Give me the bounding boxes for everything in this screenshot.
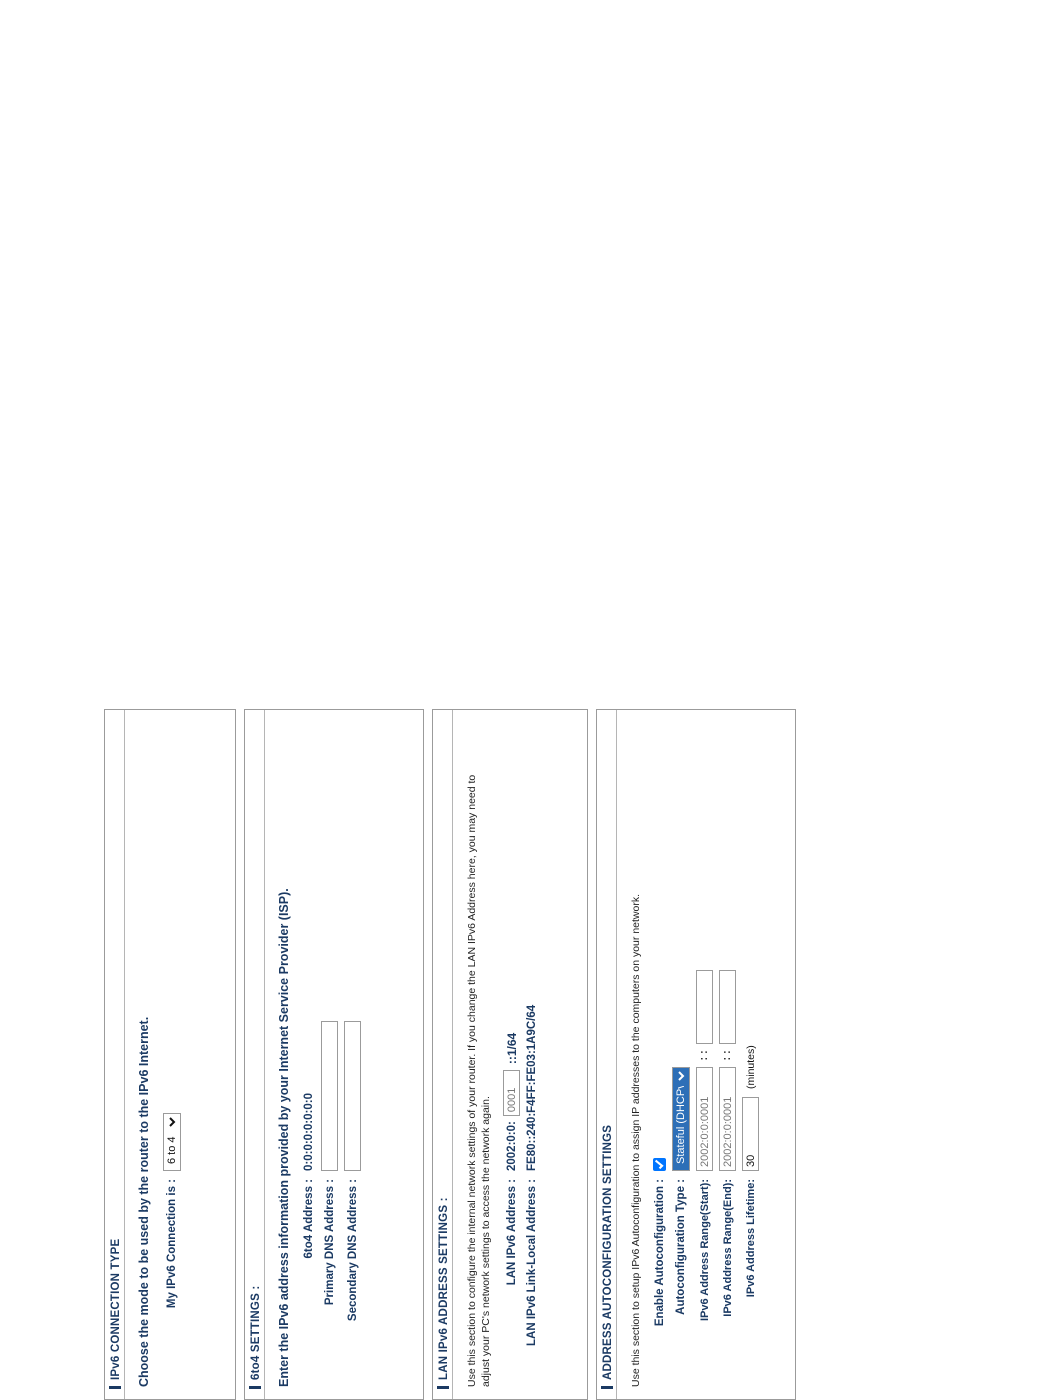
address-range-start-label: IPv6 Address Range(Start):	[698, 1179, 711, 1322]
header-stripe-icon	[249, 1386, 261, 1389]
row-primary-dns	[321, 720, 338, 1389]
6to4-address-value: 0:0:0:0:0:0:0:0	[303, 1093, 315, 1171]
address-lifetime-label: IPv6 Address Lifetime:	[744, 1179, 757, 1298]
lan-ipv6-address-label: LAN IPv6 Address :	[505, 1179, 518, 1286]
lan-ipv6-description: Use this section to configure the internal network settings of your router. If you change the LAN IPv6 Address here, you may need to adjust your PC's network settings to access the network again.	[466, 774, 493, 1387]
panel-body-lan-ipv6	[453, 710, 554, 1399]
panel-header-address-autoconfig	[597, 710, 617, 1399]
panel-title: 6to4 SETTINGS :	[250, 1285, 262, 1380]
autoconfiguration-type-select[interactable]	[672, 1067, 690, 1171]
lan-ipv6-address-suffix: ::1/64	[504, 1032, 519, 1065]
address-lifetime-input[interactable]	[742, 1097, 759, 1171]
address-range-end-prefix-input[interactable]	[719, 1067, 736, 1171]
row-lan-ipv6-link-local	[526, 720, 538, 1389]
row-connection-mode	[163, 720, 181, 1389]
row-address-lifetime	[742, 720, 759, 1389]
address-range-start-prefix-input[interactable]	[696, 1067, 713, 1171]
panel-lan-ipv6-address-settings	[432, 709, 588, 1400]
lan-ipv6-address-prefix: 2002:0:0:	[505, 1121, 518, 1171]
panel-ipv6-connection-type	[104, 709, 236, 1400]
secondary-dns-label: Secondary DNS Address :	[346, 1179, 359, 1322]
panel-header-6to4-settings	[245, 710, 265, 1399]
panel-title: IPv6 CONNECTION TYPE	[110, 1238, 122, 1380]
lan-ipv6-link-local-value: FE80::240:F4FF:FE03:1A9C/64	[526, 1004, 539, 1171]
row-address-range-end	[719, 720, 736, 1389]
address-autoconfig-description: Use this section to setup IPv6 Autoconfiguration to assign IP addresses to the computers on your network.	[630, 894, 642, 1387]
address-lifetime-unit: (minutes)	[744, 1045, 757, 1089]
panel-body-6to4-settings	[265, 710, 377, 1399]
panel-header-ipv6-connection-type	[105, 710, 125, 1399]
lan-ipv6-address-input[interactable]	[503, 1070, 520, 1116]
primary-dns-input[interactable]	[321, 1021, 338, 1171]
connection-mode-select[interactable]	[163, 1113, 181, 1171]
row-secondary-dns	[344, 720, 361, 1389]
autoconfiguration-type-label: Autoconfiguration Type :	[675, 1179, 688, 1315]
header-stripe-icon	[601, 1386, 613, 1389]
panel-title: ADDRESS AUTOCONFIGURATION SETTINGS	[602, 1124, 614, 1380]
enable-autoconfiguration-checkbox[interactable]	[653, 1158, 666, 1171]
row-autoconfiguration-type	[672, 720, 690, 1389]
6to4-lead-text: Enter the IPv6 address information provided by your Internet Service Provider (ISP).	[277, 888, 291, 1387]
row-6to4-address	[303, 720, 315, 1389]
lan-ipv6-link-local-label: LAN IPv6 Link-Local Address :	[526, 1179, 539, 1346]
6to4-address-label: 6to4 Address :	[303, 1179, 315, 1259]
connection-type-lead-text: Choose the mode to be used by the router to the IPv6 Internet.	[137, 1016, 151, 1387]
panel-body-address-autoconfig	[617, 710, 775, 1399]
connection-mode-label: My IPv6 Connection is :	[166, 1179, 178, 1309]
panel-6to4-settings	[244, 709, 424, 1400]
secondary-dns-input[interactable]	[344, 1021, 361, 1171]
row-address-range-start	[696, 720, 713, 1389]
address-range-end-input[interactable]	[719, 970, 736, 1044]
row-lan-ipv6-address	[503, 720, 520, 1389]
address-range-start-input[interactable]	[696, 970, 713, 1044]
header-stripe-icon	[437, 1386, 449, 1389]
panel-address-autoconfiguration-settings	[596, 709, 796, 1400]
primary-dns-label: Primary DNS Address :	[323, 1179, 336, 1306]
router-config-page	[104, 703, 904, 1400]
panel-title: LAN IPv6 ADDRESS SETTINGS :	[438, 1197, 450, 1380]
header-stripe-icon	[109, 1386, 121, 1389]
row-enable-autoconfiguration	[653, 720, 666, 1389]
panel-body-ipv6-connection-type	[125, 710, 197, 1399]
address-range-start-separator: ::	[698, 1048, 711, 1062]
address-range-end-separator: ::	[721, 1048, 734, 1062]
address-range-end-label: IPv6 Address Range(End):	[721, 1179, 734, 1317]
panel-header-lan-ipv6	[433, 710, 453, 1399]
enable-autoconfiguration-label: Enable Autoconfiguration :	[653, 1179, 666, 1327]
